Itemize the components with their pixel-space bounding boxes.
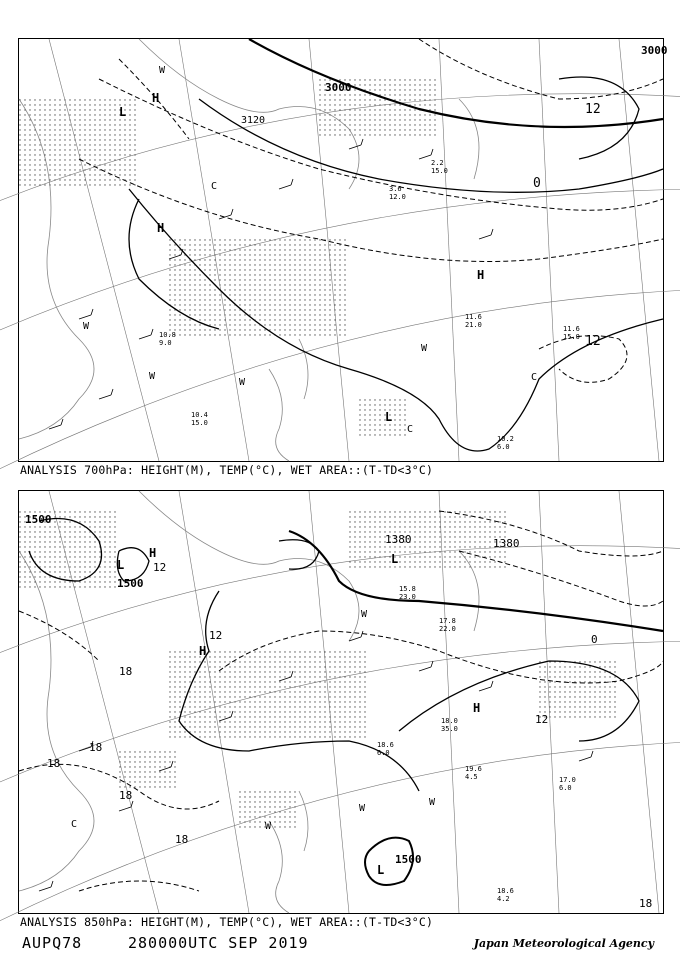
isotherm-label: 18 — [119, 665, 133, 678]
station-value: 3.6 — [389, 185, 402, 193]
warm-center: W — [429, 797, 436, 808]
station-value: 22.0 — [439, 625, 456, 633]
warm-center: W — [159, 65, 166, 76]
station-value: 18.0 — [441, 717, 458, 725]
station-value: 12.0 — [389, 193, 406, 201]
height-label: 3120 — [241, 115, 266, 126]
analysis-datetime: 280000UTC SEP 2019 — [128, 934, 309, 952]
isotherm-label: 12 — [209, 629, 223, 642]
station-value: 10.4 — [191, 411, 208, 419]
isotherm-label: 18 — [89, 741, 103, 754]
isotherm-label: 12 — [535, 713, 549, 726]
isotherm-label: 18 — [119, 789, 133, 802]
station-value: 18.6 — [497, 887, 514, 895]
height-label: 1500 — [25, 513, 52, 526]
warm-center: W — [421, 343, 428, 354]
station-value: 6.0 — [497, 443, 510, 451]
high-pressure-center: H — [152, 91, 160, 105]
cold-center: C — [211, 181, 218, 192]
station-value: 15.0 — [191, 419, 208, 427]
station-value: 4.5 — [465, 773, 478, 781]
warm-center: W — [359, 803, 366, 814]
station-value: 10.8 — [159, 331, 176, 339]
low-pressure-center: L — [119, 105, 127, 119]
warm-center: W — [149, 371, 156, 382]
height-label: 1500 — [395, 853, 422, 866]
station-value: 19.6 — [465, 765, 482, 773]
station-value: 21.0 — [465, 321, 482, 329]
warm-center: W — [239, 377, 246, 388]
cold-center: C — [407, 424, 414, 435]
station-value: 11.6 — [465, 313, 482, 321]
weather-map-850hpa — [19, 491, 663, 913]
agency-name: Japan Meteorological Agency — [473, 937, 654, 950]
low-pressure-center: L — [385, 410, 393, 424]
map-panel-700hpa — [18, 38, 668, 462]
warm-center: W — [361, 609, 368, 620]
panel-caption-850hpa: ANALYSIS 850hPa: HEIGHT(M), TEMP(°C), WET AREA::(T-TD<3°C) — [20, 915, 434, 929]
height-label: 1380 — [493, 537, 520, 550]
high-pressure-center: H — [199, 644, 207, 658]
station-value: 35.0 — [441, 725, 458, 733]
isotherm-label: 12 — [585, 334, 601, 349]
isotherm-label: 12 — [153, 561, 167, 574]
station-value: 23.0 — [399, 593, 416, 601]
station-value: 18.6 — [377, 741, 394, 749]
warm-center: W — [83, 321, 90, 332]
panel-caption-700hpa: ANALYSIS 700hPa: HEIGHT(M), TEMP(°C), WET AREA::(T-TD<3°C) — [20, 463, 434, 477]
station-value: 6.0 — [559, 784, 572, 792]
height-label: 3000 — [325, 81, 352, 94]
weather-map-700hpa — [19, 39, 668, 461]
station-value: 4.2 — [497, 895, 510, 903]
high-pressure-center: H — [157, 221, 165, 235]
isotherm-label: 18 — [47, 757, 61, 770]
isotherm-label: 12 — [585, 102, 601, 117]
station-value: 17.8 — [439, 617, 456, 625]
station-value: 11.6 — [563, 325, 580, 333]
map-panel-850hpa — [18, 490, 664, 914]
cold-center: C — [531, 372, 538, 383]
station-value: 6.0 — [377, 749, 390, 757]
height-label: 1500 — [117, 577, 144, 590]
station-value: 9.0 — [159, 339, 172, 347]
isotherm-label: 18 — [639, 897, 653, 910]
isotherm-label: 18 — [175, 833, 189, 846]
station-value: 2.2 — [431, 159, 444, 167]
low-pressure-center: L — [377, 863, 385, 877]
low-pressure-center: L — [117, 558, 125, 572]
station-value: 15.8 — [399, 585, 416, 593]
warm-center: W — [265, 821, 272, 832]
wet-area-stipple — [19, 511, 619, 831]
height-label: 3000 — [641, 44, 668, 57]
isotherm-label: 0 — [533, 176, 541, 191]
wet-area-stipple — [19, 79, 439, 439]
station-value: 15.0 — [431, 167, 448, 175]
station-value: 17.0 — [559, 776, 576, 784]
high-pressure-center: H — [473, 701, 481, 715]
height-label: 1380 — [385, 533, 412, 546]
high-pressure-center: H — [149, 546, 157, 560]
station-value: 10.2 — [497, 435, 514, 443]
isotherm-label: 0 — [591, 633, 598, 646]
cold-center: C — [71, 819, 78, 830]
station-value: 15.0 — [563, 333, 580, 341]
high-pressure-center: H — [477, 268, 485, 282]
low-pressure-center: L — [391, 552, 399, 566]
bulletin-code: AUPQ78 — [22, 934, 83, 952]
